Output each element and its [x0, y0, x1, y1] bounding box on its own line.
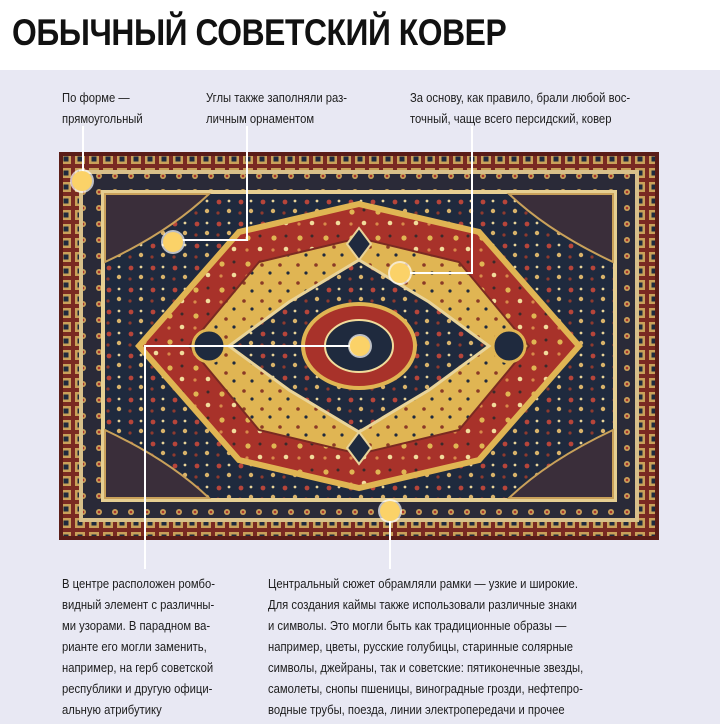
caption-center-line: видный элемент с различны-	[62, 598, 215, 612]
caption-center-line: В центре расположен ромбо-	[62, 577, 215, 591]
caption-frames-line: Центральный сюжет обрамляли рамки — узкие и широкие.	[268, 577, 578, 591]
marker-shape	[72, 171, 92, 191]
caption-center	[62, 574, 215, 721]
leader-line-basis	[471, 126, 473, 274]
caption-center-line: республики и другую офици-	[62, 682, 213, 696]
leader-line-corners	[173, 239, 248, 241]
leader-line-basis	[400, 272, 473, 274]
caption-corners	[206, 88, 347, 130]
caption-shape-line: По форме —	[62, 91, 130, 105]
marker-basis	[390, 263, 410, 283]
caption-center-line: например, на герб советской	[62, 661, 214, 675]
caption-center-line: ми узорами. В парадном ва-	[62, 619, 211, 633]
page-title: ОБЫЧНЫЙ СОВЕТСКИЙ КОВЕР	[12, 12, 507, 53]
caption-frames-line: водные трубы, поезда, линии электропередачи и прочее	[268, 703, 565, 717]
caption-basis-line: За основу, как правило, брали любой вос-	[410, 91, 631, 105]
caption-frames	[268, 574, 583, 721]
marker-corners	[163, 232, 183, 252]
caption-corners-line: личным орнаментом	[206, 112, 315, 126]
caption-frames-line: и символы. Это могли быть как традиционные образы —	[268, 619, 567, 633]
header	[0, 0, 720, 70]
caption-frames-line: например, цветы, русские голубицы, старинные солярные	[268, 640, 574, 654]
marker-center	[350, 336, 370, 356]
marker-frames	[380, 501, 400, 521]
caption-basis	[410, 88, 630, 130]
leader-line-corners	[246, 126, 248, 240]
caption-corners-line: Углы также заполняли раз-	[206, 91, 348, 105]
caption-center-line: альную атрибутику	[62, 703, 162, 717]
caption-shape	[62, 88, 143, 130]
caption-frames-line: символы, джейраны, так и советские: пятиконечные звезды,	[268, 661, 584, 675]
caption-frames-line: Для создания каймы также использовали различные знаки	[268, 598, 577, 612]
caption-frames-line: самолеты, снопы пшеницы, виноградные грозди, нефтепро-	[268, 682, 583, 696]
caption-center-line: рианте его могли заменить,	[62, 640, 207, 654]
caption-basis-line: точный, чаще всего персидский, ковер	[410, 112, 612, 126]
carpet-right-rosette	[493, 330, 525, 362]
caption-shape-line: прямоугольный	[62, 112, 143, 126]
leader-line-center	[144, 345, 146, 569]
leader-line-center	[144, 345, 360, 347]
